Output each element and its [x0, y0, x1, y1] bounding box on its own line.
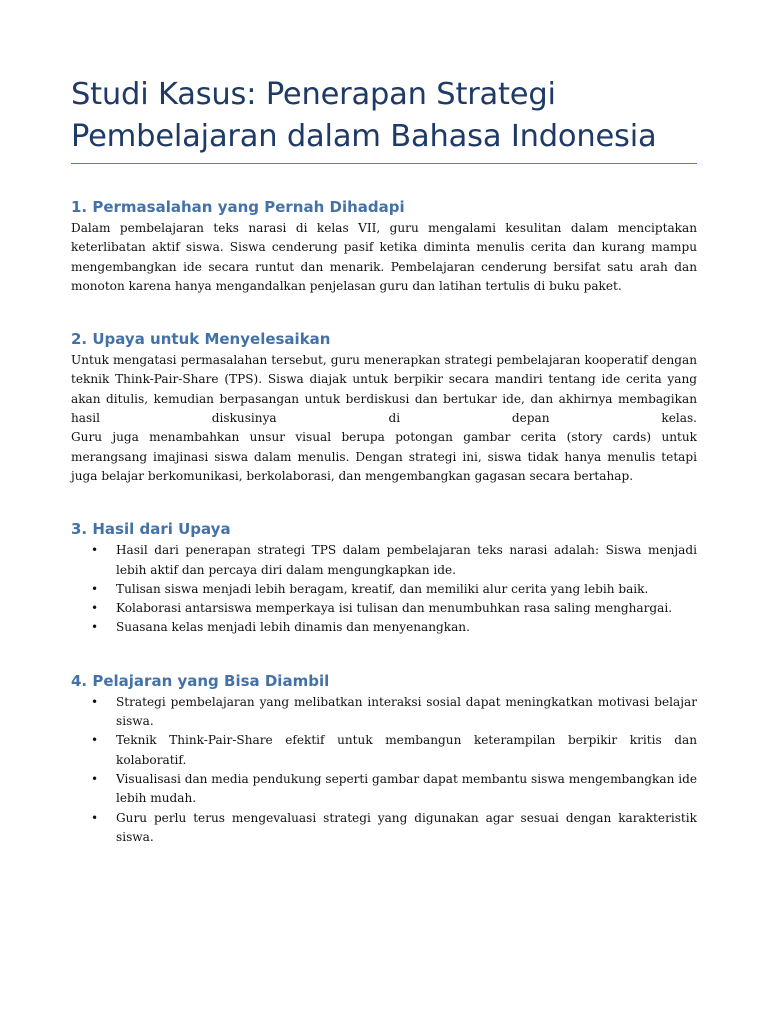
section-upaya — [71, 329, 697, 486]
section-paragraph: Untuk mengatasi permasalahan tersebut, guru menerapkan strategi pembelajaran kooperatif dengan teknik Think-Pair-Share (TPS). Siswa diajak untuk berpikir secara mandiri tentang ide cerita yang akan ditulis, kemudian berpasangan untuk berdiskusi dan bertukar ide, dan akhirnya membagikan hasil diskusinya di depan kelas. — [71, 353, 697, 426]
document-title: Studi Kasus: Penerapan Strategi Pembelajaran dalam Bahasa Indonesia — [71, 77, 657, 154]
list-item-text: Tulisan siswa menjadi lebih beragam, kreatif, dan memiliki alur cerita yang lebih baik. — [116, 581, 649, 596]
section-heading: 2. Upaya untuk Menyelesaikan — [71, 330, 331, 349]
list-item — [71, 693, 697, 732]
section-permasalahan — [71, 197, 697, 296]
list-item — [71, 599, 697, 618]
list-item — [71, 618, 697, 637]
bullet-icon: • — [91, 694, 99, 709]
list-item — [71, 809, 697, 848]
list-item-text: Strategi pembelajaran yang melibatkan interaksi sosial dapat meningkatkan motivasi belajar siswa. — [116, 694, 697, 729]
section-hasil — [71, 519, 697, 637]
bullet-icon: • — [91, 771, 99, 786]
list-item — [71, 541, 697, 580]
bullet-icon: • — [91, 543, 99, 558]
section-heading: 1. Permasalahan yang Pernah Dihadapi — [71, 198, 405, 216]
document-page — [71, 74, 697, 847]
list-item-text: Visualisasi dan media pendukung seperti gambar dapat membantu siswa mengembangkan ide lebih mudah. — [116, 771, 697, 806]
list-item — [71, 731, 697, 770]
list-item — [71, 580, 697, 599]
list-item-text: Guru perlu terus mengevaluasi strategi yang digunakan agar sesuai dengan karakteristik siswa. — [116, 810, 697, 844]
bullet-list — [71, 693, 697, 847]
list-item-text: Kolaborasi antarsiswa memperkaya isi tulisan dan menumbuhkan rasa saling menghargai. — [116, 601, 673, 616]
bullet-icon: • — [91, 620, 99, 635]
bullet-icon: • — [91, 733, 99, 748]
bullet-list — [71, 541, 697, 637]
list-item-text: Teknik Think-Pair-Share efektif untuk membangun keterampilan berpikir kritis dan kolaboratif. — [116, 733, 697, 767]
section-pelajaran — [71, 671, 697, 847]
section-paragraph: Dalam pembelajaran teks narasi di kelas VII, guru mengalami kesulitan dalam menciptakan keterlibatan aktif siswa. Siswa cenderung pasif ketika diminta menulis cerita dan kurang mampu mengembangkan ide secara runtut dan menarik. Pembelajaran cenderung bersifat satu arah dan monoton karena hanya mengandalkan penjelasan guru dan latihan tertulis di buku paket. — [71, 221, 697, 293]
list-item-text: Hasil dari penerapan strategi TPS dalam pembelajaran teks narasi adalah: Siswa menjadi lebih aktif dan percaya diri dalam mengungkapkan ide. — [116, 543, 697, 577]
bullet-icon: • — [91, 810, 99, 825]
bullet-icon: • — [91, 601, 99, 616]
list-item-text: Suasana kelas menjadi lebih dinamis dan menyenangkan. — [116, 620, 470, 635]
section-heading: 4. Pelajaran yang Bisa Diambil — [71, 671, 330, 690]
bullet-icon: • — [91, 581, 99, 596]
title-divider — [71, 163, 697, 164]
section-paragraph: Guru juga menambahkan unsur visual berupa potongan gambar cerita (story cards) untuk merangsang imajinasi siswa dalam menulis. Dengan strategi ini, siswa tidak hanya menulis tetapi juga belajar berkomunikasi, berkolaborasi, dan mengembangkan gagasan secara bertahap. — [71, 430, 697, 483]
section-heading: 3. Hasil dari Upaya — [71, 520, 231, 539]
list-item — [71, 770, 697, 809]
